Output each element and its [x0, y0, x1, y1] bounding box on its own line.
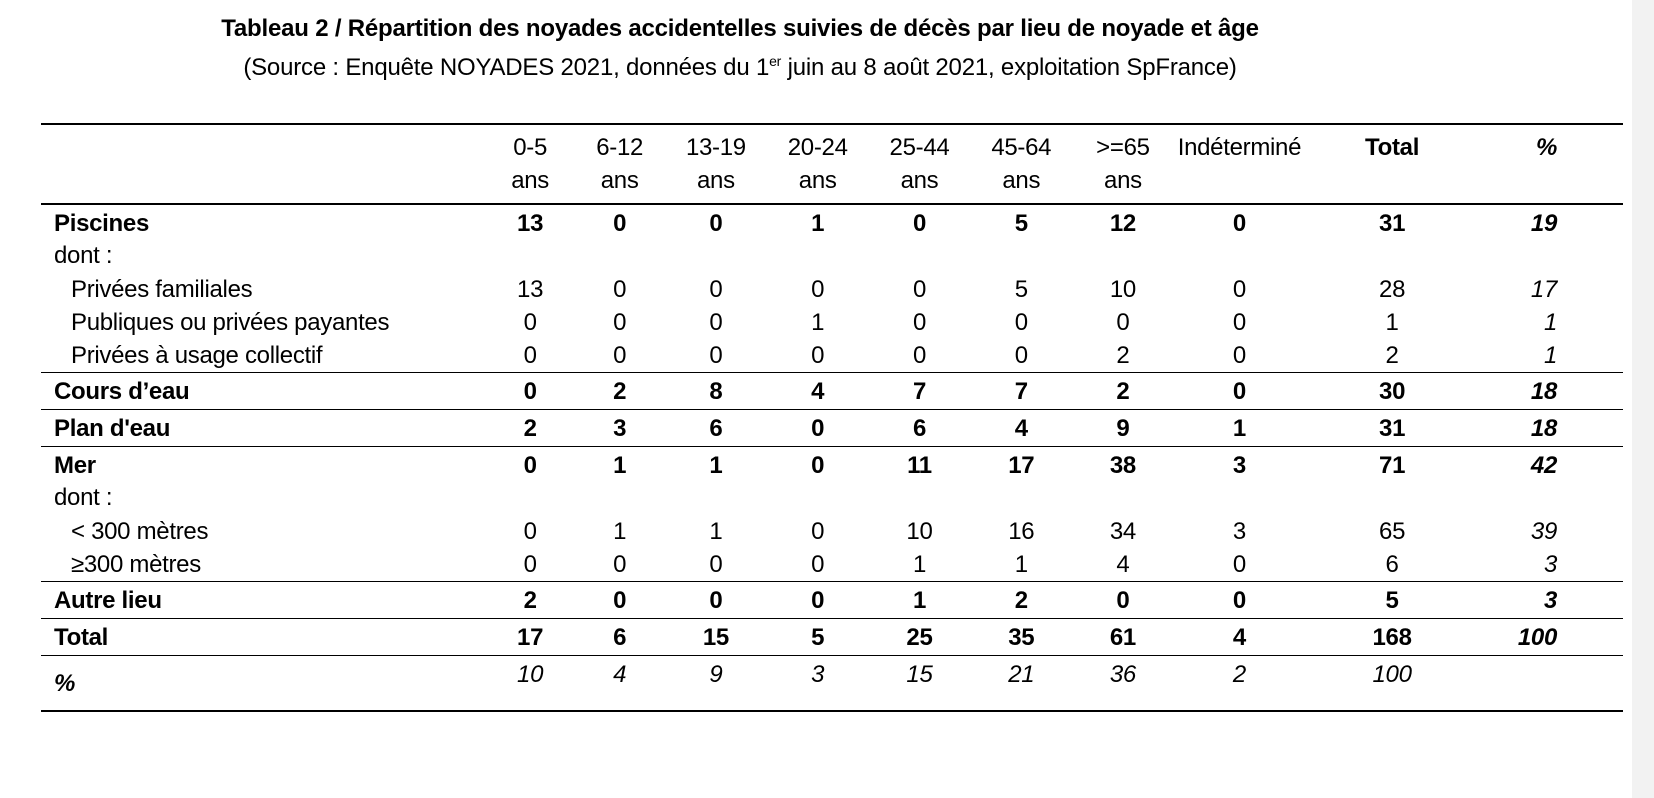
- table-cell: [1479, 483, 1623, 515]
- drowning-table: [41, 123, 1623, 712]
- table-row: [41, 515, 1623, 548]
- table-cell: 2: [574, 373, 665, 410]
- table-cell: 0: [613, 309, 627, 336]
- table-cell: 0: [912, 342, 926, 369]
- table-cell: 0: [574, 204, 665, 241]
- row-label: %: [41, 656, 486, 712]
- table-cell: 0: [1014, 309, 1028, 336]
- table-cell: 2: [1174, 656, 1306, 712]
- table-cell: 3: [1543, 551, 1557, 578]
- table-cell: 0: [1232, 551, 1246, 578]
- table-cell: 31: [1305, 204, 1479, 241]
- table-cell: [574, 483, 665, 515]
- table-cell: 3: [767, 656, 869, 712]
- table-cell: 1: [811, 309, 825, 336]
- table-cell: 10: [906, 518, 933, 545]
- column-header-line1: 25-44: [889, 134, 950, 161]
- column-header-line2: ans: [511, 167, 549, 194]
- table-cell: 0: [912, 276, 926, 303]
- scrollbar-track[interactable]: [1632, 0, 1654, 798]
- table-cell: 13: [517, 276, 544, 303]
- table-cell: [1479, 656, 1623, 712]
- table-cell: 1: [1385, 309, 1399, 336]
- table-cell: 0: [912, 309, 926, 336]
- row-label: ≥300 mètres: [71, 551, 201, 578]
- table-cell: 0: [613, 276, 627, 303]
- table-cell: 0: [613, 551, 627, 578]
- table-cell: 5: [767, 619, 869, 656]
- table-row: [41, 447, 1623, 484]
- table-cell: 17: [486, 619, 574, 656]
- table-cell: 0: [1116, 309, 1130, 336]
- table-cell: 25: [869, 619, 971, 656]
- table-row: [41, 410, 1623, 447]
- table-cell: 18: [1479, 373, 1623, 410]
- table-row: [41, 656, 1623, 712]
- table-cell: 4: [574, 656, 665, 712]
- table-row: [41, 339, 1623, 373]
- table-cell: 2: [970, 582, 1072, 619]
- table-cell: 7: [869, 373, 971, 410]
- row-label: Privées à usage collectif: [71, 342, 323, 369]
- table-cell: [1072, 241, 1173, 273]
- table-cell: 0: [523, 551, 537, 578]
- row-label: Autre lieu: [41, 582, 486, 619]
- row-label: Piscines: [41, 204, 486, 241]
- table-cell: 34: [1109, 518, 1136, 545]
- row-label: Plan d'eau: [41, 410, 486, 447]
- table-cell: [970, 483, 1072, 515]
- table-cell: 5: [1305, 582, 1479, 619]
- table-cell: [486, 241, 574, 273]
- table-cell: 9: [665, 656, 767, 712]
- table-cell: 4: [970, 410, 1072, 447]
- column-header-line2: ans: [900, 167, 939, 194]
- table-cell: 1: [1014, 551, 1028, 578]
- table-cell: 1: [613, 518, 627, 545]
- table-cell: 0: [486, 447, 574, 484]
- table-cell: 1: [709, 518, 723, 545]
- column-header: [1174, 124, 1306, 204]
- table-cell: 100: [1305, 656, 1479, 712]
- row-label: Publiques ou privées payantes: [71, 309, 390, 336]
- table-cell: 0: [811, 518, 825, 545]
- table-row: [41, 204, 1623, 241]
- table-cell: 8: [665, 373, 767, 410]
- column-header: [574, 124, 665, 204]
- table-cell: 0: [1174, 373, 1306, 410]
- table-cell: 0: [523, 518, 537, 545]
- column-header-line1: 45-64: [991, 134, 1052, 161]
- column-header: [1305, 124, 1479, 204]
- table-cell: 36: [1072, 656, 1173, 712]
- table-cell: 3: [1479, 582, 1623, 619]
- table-cell: 0: [665, 582, 767, 619]
- table-cell: 1: [1174, 410, 1306, 447]
- table-cell: 17: [1530, 276, 1557, 303]
- table-cell: 2: [486, 582, 574, 619]
- table-cell: 4: [1174, 619, 1306, 656]
- table-cell: 0: [709, 309, 723, 336]
- header-row: [41, 124, 1623, 204]
- column-header-line2: ans: [1002, 167, 1041, 194]
- table-cell: [767, 483, 869, 515]
- table-cell: 1: [912, 551, 926, 578]
- table-cell: 2: [486, 410, 574, 447]
- table-cell: 1: [665, 447, 767, 484]
- table-cell: 1: [869, 582, 971, 619]
- table-cell: 31: [1305, 410, 1479, 447]
- table-cell: 0: [767, 582, 869, 619]
- table-cell: 0: [523, 309, 537, 336]
- table-cell: 15: [665, 619, 767, 656]
- table-cell: 21: [970, 656, 1072, 712]
- table-cell: 10: [486, 656, 574, 712]
- table-cell: 71: [1305, 447, 1479, 484]
- table-cell: 19: [1479, 204, 1623, 241]
- table-cell: 0: [1232, 342, 1246, 369]
- table-cell: 42: [1479, 447, 1623, 484]
- column-header-line1: Total: [1365, 134, 1420, 161]
- table-cell: 0: [869, 204, 971, 241]
- column-header: [767, 124, 869, 204]
- table-cell: 61: [1072, 619, 1173, 656]
- table-cell: 1: [767, 204, 869, 241]
- table-cell: 6: [1385, 551, 1399, 578]
- table-cell: 6: [665, 410, 767, 447]
- subtitle-superscript: er: [769, 53, 782, 69]
- row-label: Mer: [41, 447, 486, 484]
- table-cell: 35: [970, 619, 1072, 656]
- column-header: [970, 124, 1072, 204]
- table-row: [41, 373, 1623, 410]
- table-cell: [1305, 483, 1479, 515]
- subtitle-text: (Source : Enquête NOYADES 2021, données du 1: [243, 54, 770, 81]
- column-header-line1: 20-24: [787, 134, 848, 161]
- header-label-cell: [41, 124, 486, 204]
- table-cell: 7: [970, 373, 1072, 410]
- table-row: [41, 306, 1623, 339]
- table-cell: 5: [1014, 276, 1028, 303]
- table-cell: 10: [1109, 276, 1136, 303]
- table-cell: 0: [709, 551, 723, 578]
- table-cell: 0: [1232, 309, 1246, 336]
- table-subtitle: [0, 53, 1480, 82]
- table-cell: [1479, 241, 1623, 273]
- table-cell: 38: [1072, 447, 1173, 484]
- table-row: [41, 582, 1623, 619]
- table-row: [41, 273, 1623, 306]
- table-cell: 0: [811, 551, 825, 578]
- row-label: Cours d’eau: [41, 373, 486, 410]
- table-cell: 2: [1385, 342, 1399, 369]
- table-cell: 0: [665, 204, 767, 241]
- table-cell: 3: [1174, 447, 1306, 484]
- table-cell: 2: [1072, 373, 1173, 410]
- table-cell: 11: [869, 447, 971, 484]
- table-cell: [665, 241, 767, 273]
- table-cell: 39: [1530, 518, 1557, 545]
- table-cell: 30: [1305, 373, 1479, 410]
- table-row: [41, 241, 1623, 273]
- table-cell: 168: [1305, 619, 1479, 656]
- table-cell: [970, 241, 1072, 273]
- column-header-line1: >=65: [1096, 134, 1150, 161]
- table-cell: [1072, 483, 1173, 515]
- table-cell: 0: [767, 410, 869, 447]
- table-row: [41, 548, 1623, 582]
- table-cell: 0: [811, 276, 825, 303]
- table-cell: 1: [1543, 342, 1557, 369]
- table-cell: 0: [486, 373, 574, 410]
- table-row: [41, 619, 1623, 656]
- column-header: [486, 124, 574, 204]
- subtitle-text-end: juin au 8 août 2021, exploitation SpFrance): [781, 54, 1237, 81]
- column-header-line1: 13-19: [685, 134, 746, 161]
- column-header-line1: %: [1535, 134, 1557, 161]
- table-cell: [1305, 241, 1479, 273]
- column-header-line2: ans: [1104, 167, 1142, 194]
- table-cell: 0: [811, 342, 825, 369]
- table-cell: 0: [1174, 204, 1306, 241]
- table-cell: 17: [970, 447, 1072, 484]
- column-header: [665, 124, 767, 204]
- table-cell: 6: [574, 619, 665, 656]
- table-cell: [574, 241, 665, 273]
- table-cell: 15: [869, 656, 971, 712]
- table-row: [41, 483, 1623, 515]
- table-cell: 16: [1008, 518, 1035, 545]
- table-cell: 18: [1479, 410, 1623, 447]
- table-cell: 0: [574, 582, 665, 619]
- table-cell: [665, 483, 767, 515]
- table-cell: 13: [486, 204, 574, 241]
- table-cell: 65: [1379, 518, 1406, 545]
- row-label: Total: [41, 619, 486, 656]
- table-cell: 9: [1072, 410, 1173, 447]
- table-cell: 6: [869, 410, 971, 447]
- table-cell: 0: [767, 447, 869, 484]
- table-cell: 2: [1116, 342, 1130, 369]
- table-cell: 1: [574, 447, 665, 484]
- table-cell: [869, 241, 971, 273]
- table-cell: [1174, 241, 1306, 273]
- row-label: < 300 mètres: [71, 518, 209, 545]
- table-cell: 3: [1232, 518, 1246, 545]
- table-cell: 0: [1232, 276, 1246, 303]
- column-header-line1: 0-5: [513, 134, 547, 161]
- column-header-line2: ans: [600, 167, 639, 194]
- column-header-line2: ans: [696, 167, 735, 194]
- table-cell: 1: [1543, 309, 1557, 336]
- table-cell: 0: [1174, 582, 1306, 619]
- table-cell: 0: [709, 276, 723, 303]
- table-cell: 3: [574, 410, 665, 447]
- table-cell: [767, 241, 869, 273]
- table-title: Tableau 2 / Répartition des noyades accidentelles suivies de décès par lieu de noyade et âge: [221, 15, 1259, 42]
- table-cell: 0: [1014, 342, 1028, 369]
- column-header: [1072, 124, 1173, 204]
- column-header: [869, 124, 971, 204]
- column-header: [1479, 124, 1623, 204]
- table-cell: 4: [767, 373, 869, 410]
- table-cell: 0: [709, 342, 723, 369]
- column-header-line2: ans: [798, 167, 837, 194]
- column-header-line1: Indéterminé: [1177, 134, 1302, 161]
- table-cell: 100: [1479, 619, 1623, 656]
- table-cell: [486, 483, 574, 515]
- table-cell: [869, 483, 971, 515]
- row-label: Privées familiales: [71, 276, 253, 303]
- column-header-line1: 6-12: [596, 134, 644, 161]
- table-cell: 4: [1116, 551, 1130, 578]
- table-cell: 28: [1379, 276, 1406, 303]
- row-label: dont :: [54, 242, 113, 269]
- table-cell: 5: [970, 204, 1072, 241]
- table-cell: 0: [523, 342, 537, 369]
- table-cell: 0: [1072, 582, 1173, 619]
- row-label: dont :: [54, 484, 113, 511]
- table-cell: 12: [1072, 204, 1173, 241]
- table-cell: [1174, 483, 1306, 515]
- table-cell: 0: [613, 342, 627, 369]
